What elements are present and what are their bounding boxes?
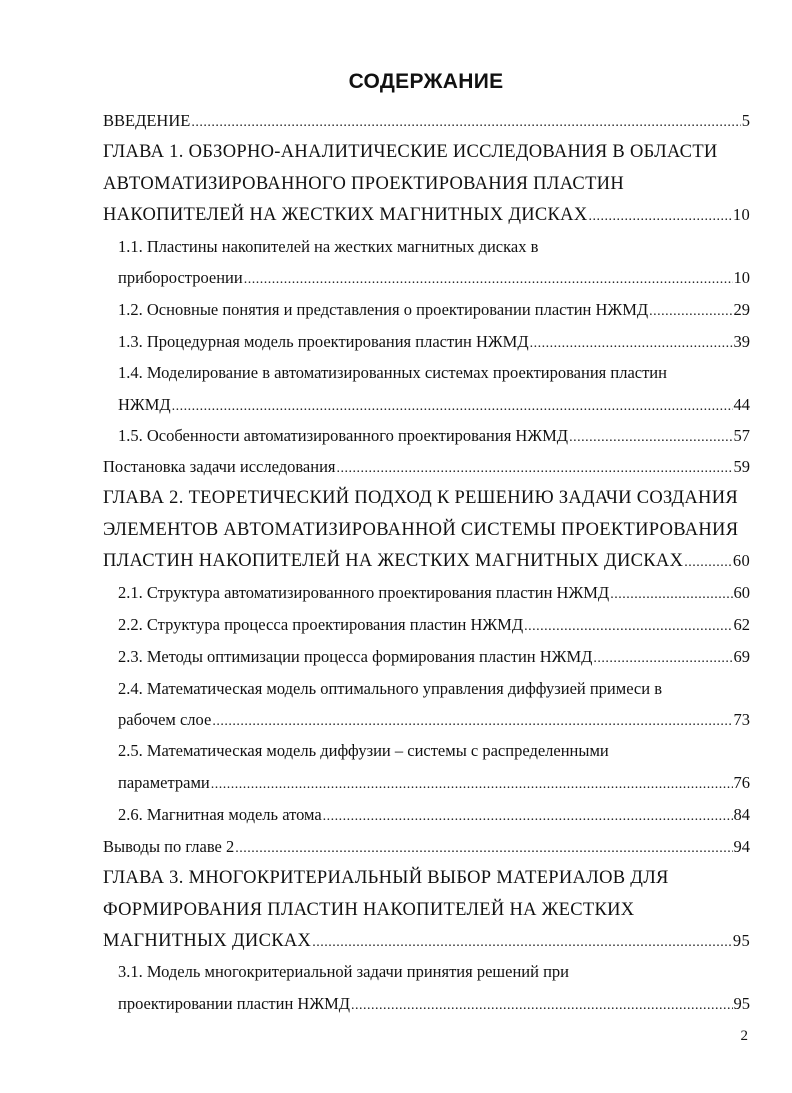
toc-entry-1-4-line-1[interactable] bbox=[118, 361, 750, 385]
toc-entry-text: ЭЛЕМЕНТОВ АВТОМАТИЗИРОВАННОЙ СИСТЕМЫ ПРОЕКТИРОВАНИЯ bbox=[103, 520, 739, 540]
dot-leader bbox=[610, 581, 732, 607]
toc-entry-1-2[interactable] bbox=[118, 298, 750, 322]
toc-entry-text: МАГНИТНЫХ ДИСКАХ bbox=[103, 931, 312, 951]
toc-entry-chapter-2-line-1[interactable] bbox=[103, 486, 750, 510]
toc-entry-chapter-1-line-1[interactable] bbox=[103, 140, 750, 164]
toc-entry-text: 2.2. Структура процесса проектирования пластин НЖМД bbox=[118, 615, 524, 634]
toc-entry-1-1-line-2[interactable] bbox=[118, 266, 750, 290]
toc-entry-2-3[interactable] bbox=[118, 645, 750, 669]
toc-entry-text: 3.1. Модель многокритериальной задачи принятия решений при bbox=[118, 962, 569, 981]
toc-entry-1-4-line-2[interactable] bbox=[118, 393, 750, 417]
toc-entry-2-4-line-1[interactable] bbox=[118, 677, 750, 701]
toc-entry-text: АВТОМАТИЗИРОВАННОГО ПРОЕКТИРОВАНИЯ ПЛАСТИН bbox=[103, 174, 624, 194]
toc-entry-page: 44 bbox=[733, 395, 750, 414]
toc-entry-text: Выводы по главе 2 bbox=[103, 837, 235, 856]
toc-entry-text: 1.2. Основные понятия и представления о проектировании пластин НЖМД bbox=[118, 300, 649, 319]
toc-entry-text: 2.1. Структура автоматизированного проектирования пластин НЖМД bbox=[118, 583, 610, 602]
toc-entry-text: ФОРМИРОВАНИЯ ПЛАСТИН НАКОПИТЕЛЕЙ НА ЖЕСТКИХ bbox=[103, 900, 635, 920]
toc-entry-page: 5 bbox=[741, 111, 750, 130]
toc-entry-text: 1.1. Пластины накопителей на жестких магнитных дисках в bbox=[118, 237, 539, 256]
page-number: 2 bbox=[740, 1028, 748, 1044]
dot-leader bbox=[336, 455, 732, 481]
toc-entry-2-5-line-1[interactable] bbox=[118, 739, 750, 763]
dot-leader bbox=[569, 424, 732, 450]
toc-entry-conclusions-2[interactable] bbox=[103, 835, 750, 859]
toc-entry-page: 73 bbox=[733, 710, 750, 729]
toc-entry-chapter-2-line-3[interactable] bbox=[103, 549, 750, 573]
toc-entry-text: проектировании пластин НЖМД bbox=[118, 994, 351, 1013]
toc-entry-text: ГЛАВА 3. МНОГОКРИТЕРИАЛЬНЫЙ ВЫБОР МАТЕРИАЛОВ ДЛЯ bbox=[103, 868, 669, 888]
dot-leader bbox=[172, 393, 733, 419]
toc-entry-page: 29 bbox=[733, 300, 750, 319]
toc-entry-text: Постановка задачи исследования bbox=[103, 457, 336, 476]
toc-entry-chapter-1-line-2[interactable] bbox=[103, 172, 750, 196]
toc-entry-2-6[interactable] bbox=[118, 803, 750, 827]
dot-leader bbox=[312, 929, 732, 955]
toc-entry-text: ВВЕДЕНИЕ bbox=[103, 111, 191, 130]
toc-entry-chapter-3-line-2[interactable] bbox=[103, 898, 750, 922]
toc-entry-2-5-line-2[interactable] bbox=[118, 771, 750, 795]
toc-entry-2-2[interactable] bbox=[118, 613, 750, 637]
toc-entry-text: 2.6. Магнитная модель атома bbox=[118, 805, 322, 824]
toc-entry-text: приборостроении bbox=[118, 268, 243, 287]
toc-entry-text: 1.3. Процедурная модель проектирования пластин НЖМД bbox=[118, 332, 529, 351]
dot-leader bbox=[323, 803, 733, 829]
toc-entry-chapter-3-line-1[interactable] bbox=[103, 866, 750, 890]
toc-entry-2-1[interactable] bbox=[118, 581, 750, 605]
toc-entry-page: 10 bbox=[732, 205, 750, 224]
toc-entry-text: 2.3. Методы оптимизации процесса формирования пластин НЖМД bbox=[118, 647, 593, 666]
toc-entry-text: 2.4. Математическая модель оптимального управления диффузией примеси в bbox=[118, 679, 663, 698]
toc-entry-page: 84 bbox=[733, 805, 750, 824]
toc-entry-introduction[interactable] bbox=[103, 109, 750, 133]
toc-entry-chapter-1-line-3[interactable] bbox=[103, 203, 750, 227]
toc-entry-1-3[interactable] bbox=[118, 330, 750, 354]
toc-entry-1-1-line-1[interactable] bbox=[118, 235, 750, 259]
dot-leader bbox=[212, 708, 732, 734]
toc-entry-page: 95 bbox=[733, 994, 750, 1013]
toc-entry-page: 69 bbox=[733, 647, 750, 666]
toc-entry-page: 39 bbox=[733, 332, 750, 351]
toc-entry-3-1-line-1[interactable] bbox=[118, 960, 750, 984]
dot-leader bbox=[351, 992, 732, 1018]
dot-leader bbox=[589, 203, 732, 229]
toc-entry-page: 62 bbox=[733, 615, 750, 634]
dot-leader bbox=[530, 330, 733, 356]
toc-entry-page: 59 bbox=[733, 457, 750, 476]
dot-leader bbox=[235, 835, 732, 861]
dot-leader bbox=[684, 549, 732, 575]
toc-entry-page: 57 bbox=[733, 426, 750, 445]
dot-leader bbox=[191, 109, 740, 135]
toc-entry-chapter-2-line-2[interactable] bbox=[103, 518, 750, 542]
toc-entry-page: 95 bbox=[732, 931, 750, 950]
toc-entry-page: 10 bbox=[733, 268, 750, 287]
toc-entry-page: 94 bbox=[733, 837, 750, 856]
toc-entry-3-1-line-2[interactable] bbox=[118, 992, 750, 1016]
toc-entry-2-4-line-2[interactable] bbox=[118, 708, 750, 732]
dot-leader bbox=[649, 298, 732, 324]
toc-entry-page: 60 bbox=[732, 551, 750, 570]
toc-entry-text: 1.4. Моделирование в автоматизированных системах проектирования пластин bbox=[118, 363, 667, 382]
toc-entry-text: НЖМД bbox=[118, 395, 171, 414]
toc-entry-text: 2.5. Математическая модель диффузии – системы с распределенными bbox=[118, 741, 609, 760]
dot-leader bbox=[524, 613, 732, 639]
dot-leader bbox=[593, 645, 732, 671]
toc-entry-problem-statement[interactable] bbox=[103, 455, 750, 479]
toc-entry-text: ГЛАВА 2. ТЕОРЕТИЧЕСКИЙ ПОДХОД К РЕШЕНИЮ ЗАДАЧИ СОЗДАНИЯ bbox=[103, 488, 739, 508]
toc-entry-text: ГЛАВА 1. ОБЗОРНО-АНАЛИТИЧЕСКИЕ ИССЛЕДОВАНИЯ В ОБЛАСТИ bbox=[103, 142, 718, 162]
toc-entry-text: параметрами bbox=[118, 773, 210, 792]
dot-leader bbox=[244, 266, 733, 292]
toc-entry-1-5[interactable] bbox=[118, 424, 750, 448]
toc-entry-chapter-3-line-3[interactable] bbox=[103, 929, 750, 953]
page-title: СОДЕРЖАНИЕ bbox=[348, 70, 504, 93]
toc-entry-page: 76 bbox=[733, 773, 750, 792]
toc-entry-text: НАКОПИТЕЛЕЙ НА ЖЕСТКИХ МАГНИТНЫХ ДИСКАХ bbox=[103, 205, 588, 225]
toc-entry-text: 1.5. Особенности автоматизированного проектирования НЖМД bbox=[118, 426, 569, 445]
toc-entry-page: 60 bbox=[733, 583, 750, 602]
toc-entry-text: рабочем слое bbox=[118, 710, 212, 729]
dot-leader bbox=[211, 771, 733, 797]
toc-entry-text: ПЛАСТИН НАКОПИТЕЛЕЙ НА ЖЕСТКИХ МАГНИТНЫХ ДИСКАХ bbox=[103, 551, 684, 571]
